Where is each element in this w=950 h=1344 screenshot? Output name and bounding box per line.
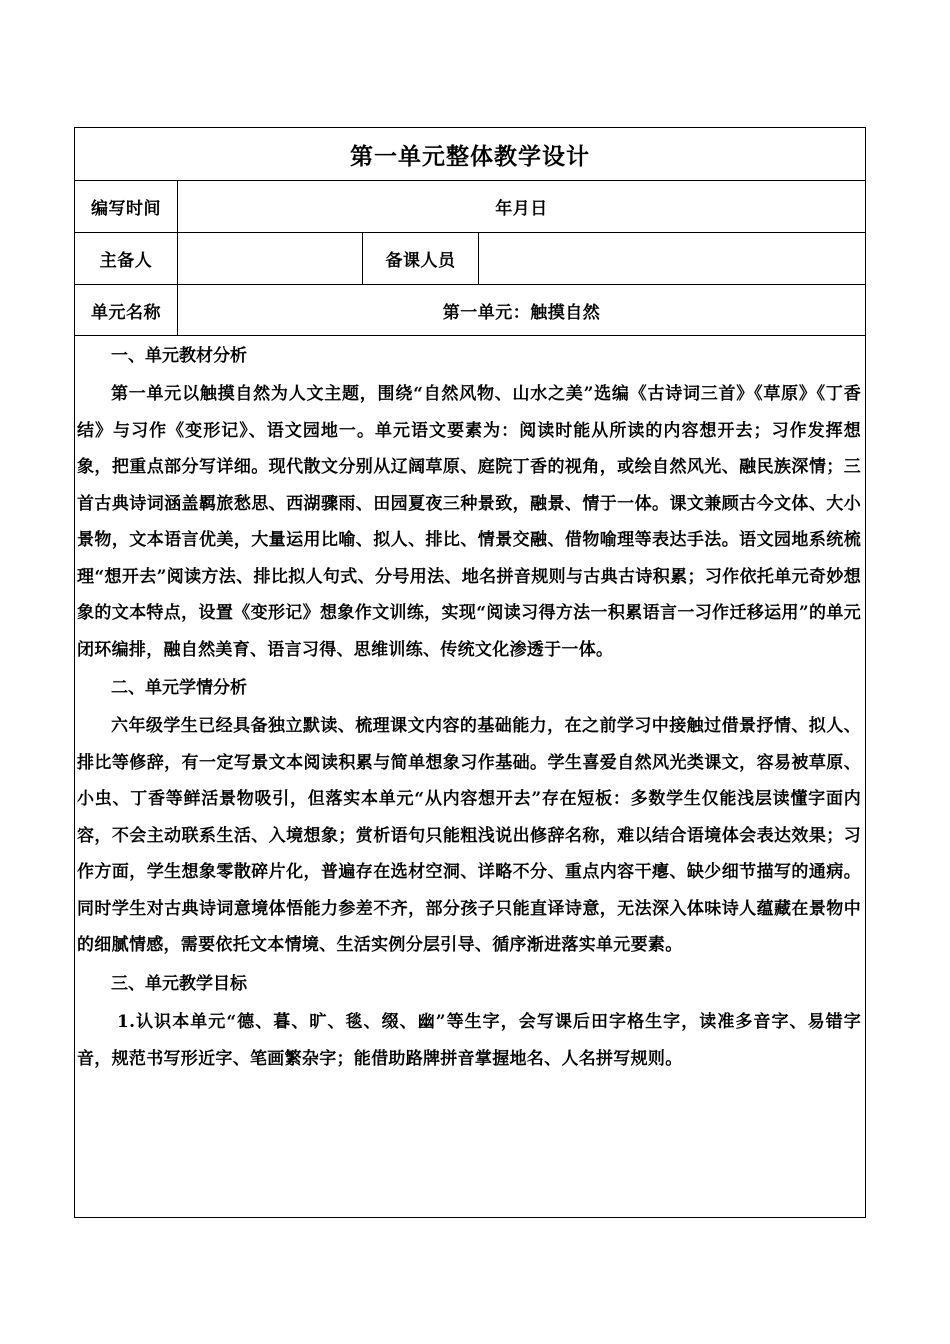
time-value: 年月日 <box>495 199 548 219</box>
lead-label: 主备人 <box>75 233 178 284</box>
title-row <box>75 128 865 181</box>
lead-value <box>178 233 363 284</box>
unit-value: 第一单元：触摸自然 <box>442 302 601 323</box>
members-label: 备课人员 <box>363 233 479 284</box>
section-paragraph: 1.认识本单元“德、暮、旷、毯、缀、幽”等生字，会写课后田字格生字，读准多音字、易错字音，规范书写形近字、笔画繁杂字；能借助路牌拼音掌握地名、人名拼写规则。 <box>77 1011 861 1069</box>
document-title: 第一单元整体教学设计 <box>350 142 590 170</box>
time-label: 编写时间 <box>75 181 178 232</box>
section-heading: 三、单元教学目标 <box>111 973 247 994</box>
preparer-row <box>75 233 865 285</box>
section-heading: 二、单元学情分析 <box>111 678 247 698</box>
section-heading: 一、单元教材分析 <box>111 346 247 366</box>
unit-row <box>75 285 865 336</box>
unit-label: 单元名称 <box>75 285 178 335</box>
time-row <box>75 181 865 233</box>
lesson-plan-table <box>74 127 866 1218</box>
section-paragraph: 六年级学生已经具备独立默读、梳理课文内容的基础能力，在之前学习中接触过借景抒情、拟人、排比等修辞，有一定写景文本阅读积累与简单想象习作基础。学生喜爱自然风光类课文，容易被草原、小虫、丁香等鲜活景物吸引，但落实本单元“从内容想开去”存在短板：多数学生仅能浅层读懂字面内容，不会主动联系生活、入境想象；赏析语句只能粗浅说出修辞名称，难以结合语境体会表达效果；习作方面，学生想象零散碎片化，普遍存在选材空洞、详略不分、重点内容干瘪、缺少细节描写的通病。同时学生对古典诗词意境体悟能力参差不齐，部分孩子只能直译诗意，无法深入体味诗人蕴藏在景物中的细腻情感，需要依托文本情境、生活实例分层引导、循序渐进落实单元要素。 <box>77 716 861 955</box>
members-value <box>479 233 865 284</box>
content-area <box>75 336 865 1217</box>
section-paragraph: 第一单元以触摸自然为人文主题，围绕“自然风物、山水之美”选编《古诗词三首》《草原》《丁香结》与习作《变形记》、语文园地一。单元语文要素为：阅读时能从所读的内容想开去；习作发挥想象，把重点部分写详细。现代散文分别从辽阔草原、庭院丁香的视角，或绘自然风光、融民族深情；三首古典诗词涵盖羁旅愁思、西湖骤雨、田园夏夜三种景致，融景、情于一体。课文兼顾古今文体、大小景物，文本语言优美，大量运用比喻、拟人、排比、情景交融、借物喻理等表达手法。语文园地系统梳理“想开去”阅读方法、排比拟人句式、分号用法、地名拼音规则与古典古诗积累；习作依托单元奇妙想象的文本特点，设置《变形记》想象作文训练，实现“阅读习得方法一积累语言一习作迁移运用”的单元闭环编排，融自然美育、语言习得、思维训练、传统文化渗透于一体。 <box>77 384 861 660</box>
